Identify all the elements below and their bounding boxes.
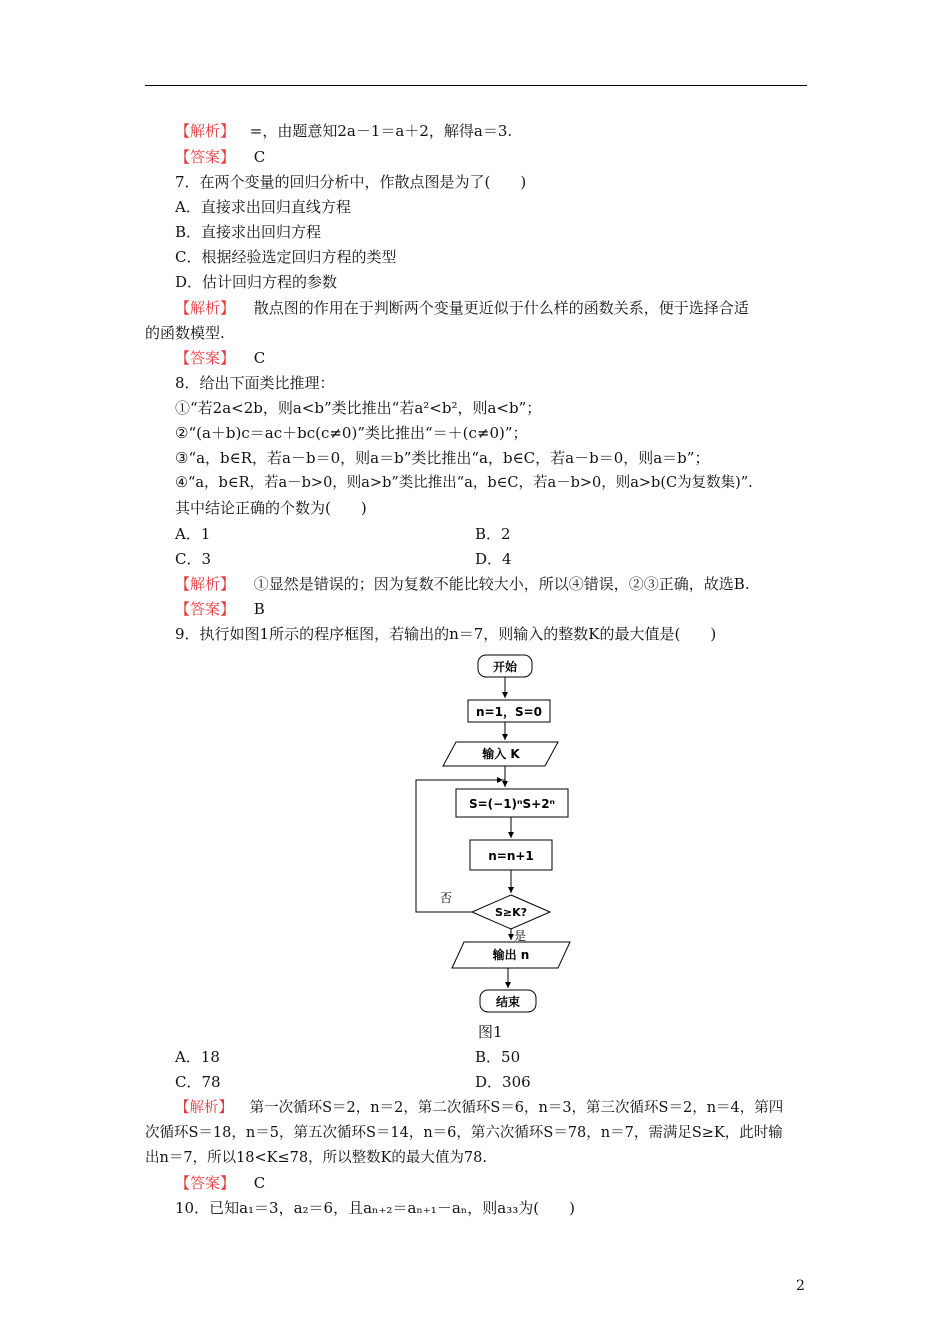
q7-answer-value: C — [253, 349, 266, 367]
q7-analysis-line2: 的函数模型. — [145, 324, 225, 342]
q8-option-c: C．3 — [175, 550, 212, 568]
q7-answer — [175, 348, 265, 368]
q8-answer — [175, 599, 265, 619]
answer-label: 【答案】 — [175, 1174, 236, 1192]
q9-analysis-line3: 出n＝7，所以18<K≤78，所以整数K的最大值为78. — [145, 1150, 487, 1166]
flow-decision-label: S≥K? — [494, 906, 528, 919]
flow-assign-label: S=(−1)ⁿS+2ⁿ — [468, 797, 556, 811]
q7-analysis — [175, 298, 749, 318]
analysis-label: 【解析】 — [175, 299, 236, 317]
header-rule — [145, 85, 807, 86]
flow-no-label: 否 — [439, 891, 453, 905]
q8-option-a: A．1 — [175, 525, 211, 543]
q9-stem: 9．执行如图1所示的程序框图，若输出的n＝7，则输入的整数K的最大值是( ) — [175, 625, 717, 643]
answer-label: 【答案】 — [175, 349, 236, 367]
q8-item-2: ②“(a＋b)c＝ac＋bc(c≠0)”类比推出“＝＋(c≠0)”； — [175, 424, 528, 442]
flow-increment-label: n=n+1 — [488, 849, 534, 863]
q8-analysis — [175, 574, 750, 594]
q8-item-3: ③“a，b∈R，若a－b＝0，则a＝b”类比推出“a，b∈C，若a－b＝0，则a＝b”； — [175, 449, 710, 467]
analysis-label: 【解析】 — [175, 575, 236, 593]
q8-option-b: B．2 — [475, 525, 511, 543]
analysis-label: 【解析】 — [175, 1100, 233, 1116]
q6-answer — [175, 147, 265, 167]
q8-analysis-text: ①显然是错误的；因为复数不能比较大小，所以④错误，②③正确，故选B. — [253, 575, 750, 593]
flow-init-label: n=1，S=0 — [476, 705, 542, 719]
q8-option-d: D．4 — [475, 550, 512, 568]
q9-analysis — [175, 1098, 783, 1118]
q9-option-c: C．78 — [175, 1073, 221, 1091]
page-number: 2 — [796, 1278, 805, 1294]
answer-label: 【答案】 — [175, 148, 236, 166]
q9-option-d: D．306 — [475, 1073, 531, 1091]
q7-option-d: D．估计回归方程的参数 — [175, 273, 338, 291]
q8-item-4: ④“a，b∈R，若a－b>0，则a>b”类比推出“a，b∈C，若a－b>0，则a>b(C为复数集)”. — [175, 475, 753, 491]
q9-option-a: A．18 — [175, 1048, 220, 1066]
q8-answer-value: B — [253, 600, 265, 618]
q8-stem: 8．给出下面类比推理： — [175, 374, 335, 392]
q6-analysis-text: =，由题意知2a－1＝a＋2，解得a＝3. — [249, 122, 513, 140]
answer-label: 【答案】 — [175, 600, 236, 618]
flow-output-label: 输出 n — [492, 948, 530, 962]
q7-analysis-line1: 散点图的作用在于判断两个变量更近似于什么样的函数关系，便于选择合适 — [253, 299, 749, 317]
q9-analysis-line1: 第一次循环S＝2，n＝2，第二次循环S＝6，n＝3，第三次循环S＝2，n＝4，第四 — [249, 1100, 784, 1116]
flow-start-label: 开始 — [492, 660, 518, 674]
q9-analysis-line2: 次循环S＝18，n＝5，第五次循环S＝14，n＝6，第六次循环S＝78，n＝7，需满足S≥K，此时输 — [145, 1125, 783, 1141]
q7-stem: 7．在两个变量的回归分析中，作散点图是为了( ) — [175, 173, 527, 191]
flow-yes-label: 是 — [513, 929, 527, 943]
q9-figure-caption: 图1 — [478, 1023, 503, 1041]
q8-item-1: ①“若2a<2b，则a<b”类比推出“若a²<b²，则a<b”； — [175, 399, 542, 417]
q8-question: 其中结论正确的个数为( ) — [175, 499, 367, 517]
q9-flowchart — [400, 650, 590, 1022]
q9-option-b: B．50 — [475, 1048, 521, 1066]
q7-option-b: B．直接求出回归方程 — [175, 223, 322, 241]
flow-input-label: 输入 K — [482, 747, 520, 761]
q10-stem: 10．已知a₁＝3，a₂＝6，且aₙ₊₂＝aₙ₊₁－aₙ，则a₃₃为( ) — [175, 1199, 575, 1217]
flow-end-label: 结束 — [495, 995, 521, 1009]
q6-answer-value: C — [253, 148, 266, 166]
analysis-label: 【解析】 — [175, 122, 236, 140]
q6-analysis — [175, 121, 512, 141]
q7-option-c: C．根据经验选定回归方程的类型 — [175, 248, 397, 266]
q9-answer-value: C — [253, 1174, 266, 1192]
q7-option-a: A．直接求出回归直线方程 — [175, 198, 351, 216]
q9-answer — [175, 1173, 265, 1193]
